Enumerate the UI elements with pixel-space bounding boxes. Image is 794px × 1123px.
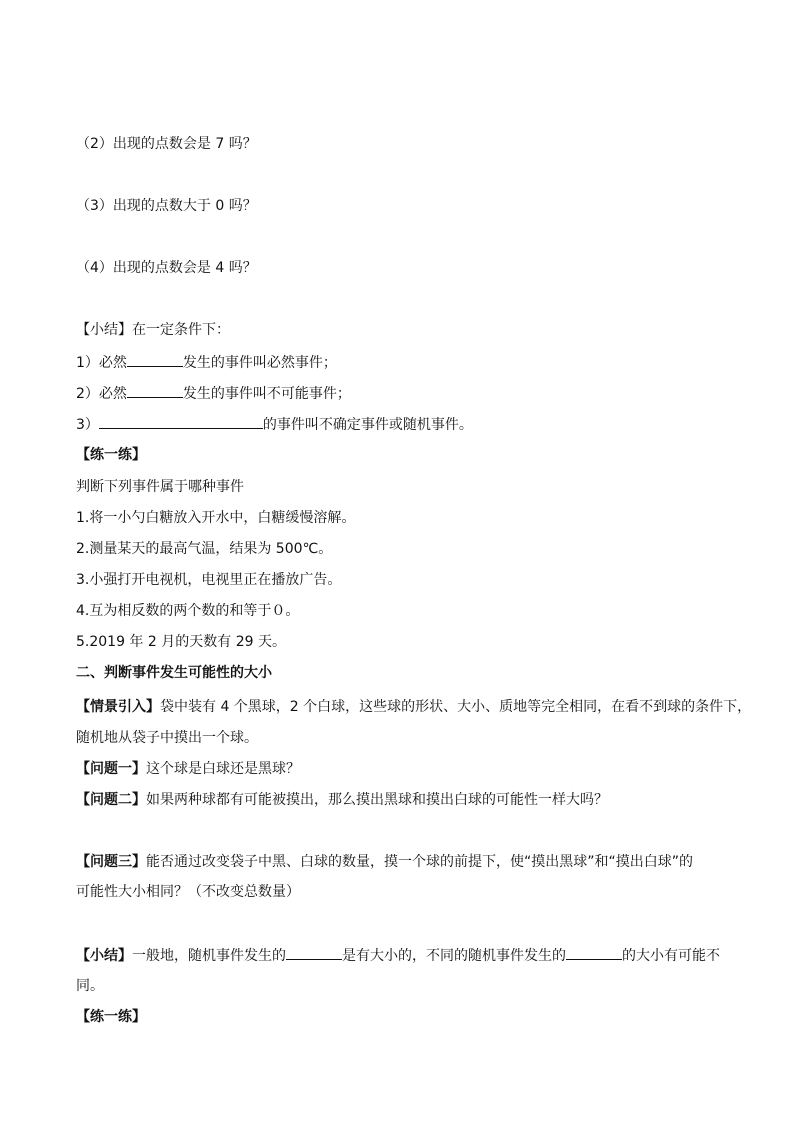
summary1-line1-pre: 1）必然 bbox=[76, 355, 127, 371]
summary1-line2-pre: 2）必然 bbox=[76, 386, 127, 402]
question-2: （2）出现的点数会是 7 吗？ bbox=[76, 136, 257, 152]
practice1-item-4: 4.互为相反数的两个数的和等于０。 bbox=[76, 603, 300, 619]
summary1-title: 【小结】在一定条件下： bbox=[76, 322, 230, 338]
summary2-label: 【小结】 bbox=[76, 948, 132, 964]
summary2-mid: 是有大小的，不同的随机事件发生的 bbox=[342, 948, 566, 964]
practice1-item-2: 2.测量某天的最高气温，结果为 500℃。 bbox=[76, 541, 333, 557]
summary2-pre: 一般地，随机事件发生的 bbox=[132, 948, 286, 964]
problem-1 bbox=[76, 759, 300, 779]
summary1-line-1 bbox=[76, 352, 337, 373]
problem-1-label: 【问题一】 bbox=[76, 761, 146, 777]
scenario-label: 【情景引入】 bbox=[76, 699, 160, 715]
scenario-line-1 bbox=[76, 697, 751, 717]
practice1-item-1: 1.将一小勺白糖放入开水中，白糖缓慢溶解。 bbox=[76, 510, 356, 526]
fill-blank[interactable] bbox=[127, 352, 183, 367]
summary2-line-1 bbox=[76, 945, 720, 966]
fill-blank[interactable] bbox=[127, 383, 183, 398]
problem-3-line-2: 可能性大小相同？（不改变总数量） bbox=[76, 884, 300, 900]
problem-3-text-1: 能否通过改变袋子中黑、白球的数量，摸一个球的前提下，使“摸出黑球”和“摸出白球”的 bbox=[146, 854, 694, 870]
summary1-line1-post: 发生的事件叫必然事件； bbox=[182, 355, 337, 371]
summary2-post: 的大小有可能不 bbox=[622, 948, 720, 964]
summary2-line-2: 同。 bbox=[76, 978, 104, 994]
practice1-title: 【练一练】 bbox=[76, 447, 146, 463]
fill-blank[interactable] bbox=[566, 945, 622, 960]
practice2-title: 【练一练】 bbox=[76, 1009, 146, 1025]
practice1-intro: 判断下列事件属于哪种事件 bbox=[76, 479, 244, 495]
section2-heading: 二、判断事件发生可能性的大小 bbox=[76, 665, 272, 681]
problem-3-line-1 bbox=[76, 852, 693, 872]
scenario-line-2: 随机地从袋子中摸出一个球。 bbox=[76, 730, 258, 746]
question-4: （4）出现的点数会是 4 吗？ bbox=[76, 260, 257, 276]
practice1-item-5: 5.2019 年 2 月的天数有 29 天。 bbox=[76, 634, 286, 650]
problem-2 bbox=[76, 790, 608, 810]
fill-blank[interactable] bbox=[286, 945, 342, 960]
fill-blank[interactable] bbox=[99, 414, 263, 429]
problem-2-label: 【问题二】 bbox=[76, 792, 146, 808]
problem-3-label: 【问题三】 bbox=[76, 854, 146, 870]
scenario-text-1: 袋中装有 4 个黑球，2 个白球，这些球的形状、大小、质地等完全相同，在看不到球的条件下， bbox=[160, 699, 752, 715]
practice1-item-3: 3.小强打开电视机，电视里正在播放广告。 bbox=[76, 572, 342, 588]
summary1-line3-pre: 3） bbox=[76, 417, 99, 433]
summary1-line-3 bbox=[76, 414, 473, 435]
summary1-line3-post: 的事件叫不确定事件或随机事件。 bbox=[262, 417, 473, 433]
problem-2-text: 如果两种球都有可能被摸出，那么摸出黑球和摸出白球的可能性一样大吗？ bbox=[146, 792, 608, 808]
question-3: （3）出现的点数大于 0 吗？ bbox=[76, 198, 257, 214]
summary1-line2-post: 发生的事件叫不可能事件； bbox=[182, 386, 351, 402]
problem-1-text: 这个球是白球还是黑球？ bbox=[146, 761, 300, 777]
summary1-line-2 bbox=[76, 383, 351, 404]
